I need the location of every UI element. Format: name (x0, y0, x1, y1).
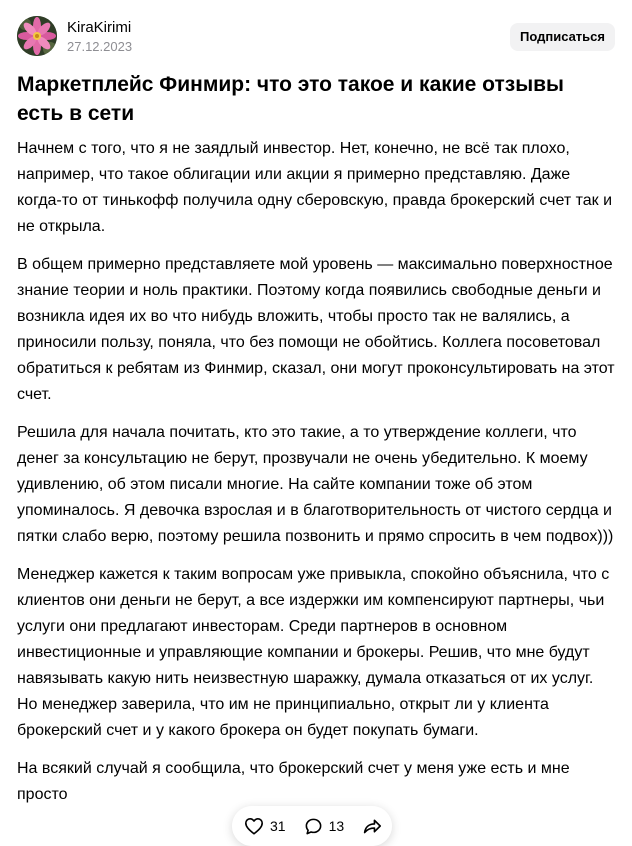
article-body (17, 136, 617, 820)
post-date: 27.12.2023 (67, 39, 133, 54)
article-paragraph: Менеджер кажется к таким вопросам уже привыкла, спокойно объяснила, что с клиентов они деньги не берут, а все издержки им компенсируют партнеры, чьи услуги они предлагают инвесторам. Среди партнеров в основном инвестиционные и управляющие компании и брокеры. Решив, что мне будут навязывать какую нить неизвестную шаражку, думала отказаться от их услуг. Но менеджер заверила, что им не принципиально, открыт ли у клиента брокерский счет и у какого брокера он будет покупать бумаги. (17, 566, 610, 739)
flower-avatar-icon (17, 16, 57, 56)
avatar[interactable] (17, 16, 57, 56)
like-count: 31 (270, 818, 286, 834)
post-header (17, 16, 615, 58)
article-paragraph: На всякий случай я сообщила, что брокерский счет у меня уже есть и мне просто (17, 760, 570, 803)
subscribe-button[interactable]: Подписаться (510, 23, 615, 51)
comment-button[interactable] (304, 817, 345, 836)
heart-icon (244, 817, 264, 835)
share-button[interactable] (362, 817, 382, 835)
article-paragraph: Начнем с того, что я не заядлый инвестор. Нет, конечно, не всё так плохо, например, что такое облигации или акции я примерно представляю. Даже когда-то от тинькофф получила одну сберовскую, правда брокерский счет так и не открыла. (17, 140, 613, 235)
like-button[interactable] (244, 817, 286, 835)
article-paragraph: Решила для начала почитать, кто это такие, а то утверждение коллеги, что денег за консультацию не берут, прозвучали не очень убедительно. К моему удивлению, об этом писали многие. На сайте компании тоже об этом упоминалось. Я девочка взрослая и в благотворительность от чистого сердца и пятки слабо верю, поэтому решила позвонить и прямо спросить в чем подвох))) (17, 424, 614, 545)
article-paragraph: В общем примерно представляете мой уровень — максимально поверхностное знание теории и ноль практики. Поэтому когда появились свободные деньги и возникла идея их во что нибудь вложить, чтобы просто так не валялись, а приносили пользу, поняла, что без помощи не обойтись. Коллега посоветовал обратиться к ребятам из Финмир, сказал, они могут проконсультировать на этот счет. (17, 256, 615, 403)
comment-count: 13 (328, 818, 345, 834)
share-arrow-icon (362, 817, 382, 835)
reaction-bar (232, 806, 392, 846)
article-title: Маркетплейс Финмир: что это такое и какие отзывы есть в сети (17, 73, 564, 125)
author-name[interactable]: KiraKirimi (67, 19, 132, 36)
comment-bubble-icon (304, 817, 323, 836)
